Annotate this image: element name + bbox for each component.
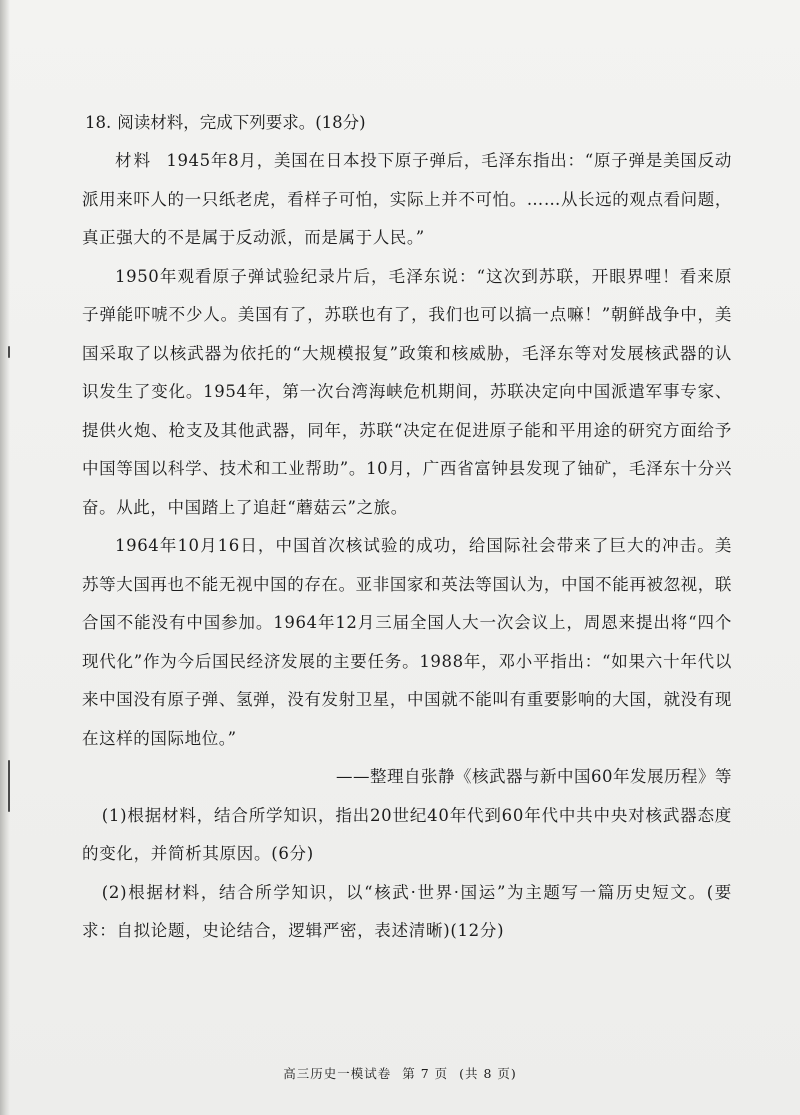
- scan-edge-shadow: [0, 0, 10, 1115]
- question-block: [82, 104, 732, 951]
- material-paragraph-1: [82, 142, 732, 258]
- material-paragraph-2: 1950年观看原子弹试验纪录片后，毛泽东说：“这次到苏联，开眼界哩！看来原子弹能吓唬不少人。美国有了，苏联也有了，我们也可以搞一点嘛！”朝鲜战争中，美国采取了以核武器为依托的“大规模报复”政策和核威胁，毛泽东等对发展核武器的认识发生了变化。1954年，第一次台湾海峡危机期间，苏联决定向中国派遣军事专家、提供火炮、枪支及其他武器，同年，苏联“决定在促进原子能和平用途的研究方面给予中国等国以科学、技术和工业帮助”。10月，广西省富钟县发现了铀矿，毛泽东十分兴奋。从此，中国踏上了追赶“蘑菇云”之旅。: [82, 266, 732, 517]
- scan-margin-mark: [8, 760, 10, 812]
- material-label: 材料: [115, 151, 153, 170]
- footer-page-total: (共 8 页): [459, 1066, 517, 1081]
- subquestion-1: (1)根据材料，结合所学知识，指出20世纪40年代到60年代中共中央对核武器态度的变化，并简析其原因。(6分): [82, 805, 732, 863]
- material-paragraph-3: 1964年10月16日，中国首次核试验的成功，给国际社会带来了巨大的冲击。美苏等大国再也不能无视中国的存在。亚非国家和英法等国认为，中国不能再被忽视，联合国不能没有中国参加。1964年12月三届全国人大一次会议上，周恩来提出将“四个现代化”作为今后国民经济发展的主要任务。1988年，邓小平指出：“如果六十年代以来中国没有原子弹、氢弹，没有发射卫星，中国就不能叫有重要影响的大国，就没有现在这样的国际地位。”: [82, 536, 732, 748]
- question-number: 18.: [85, 113, 112, 132]
- material-text-1: 1945年8月，美国在日本投下原子弹后，毛泽东指出：“原子弹是美国反动派用来吓人的一只纸老虎，看样子可怕，实际上并不可怕。……从长远的观点看问题，真正强大的不是属于反动派，而是属于人民。”: [82, 151, 732, 247]
- question-heading: [82, 104, 732, 142]
- footer-page-number: 第 7 页: [402, 1066, 449, 1081]
- scan-margin-mark: [8, 346, 10, 358]
- material-source: ——整理自张静《核武器与新中国60年发展历程》等: [336, 767, 732, 786]
- page-footer: [0, 1064, 800, 1082]
- question-title: 阅读材料，完成下列要求。(18分): [117, 113, 366, 132]
- footer-exam-name: 高三历史一模试卷: [283, 1066, 392, 1081]
- subquestion-2: (2)根据材料，结合所学知识，以“核武·世界·国运”为主题写一篇历史短文。(要求：自拟论题，史论结合，逻辑严密，表述清晰)(12分): [82, 882, 732, 940]
